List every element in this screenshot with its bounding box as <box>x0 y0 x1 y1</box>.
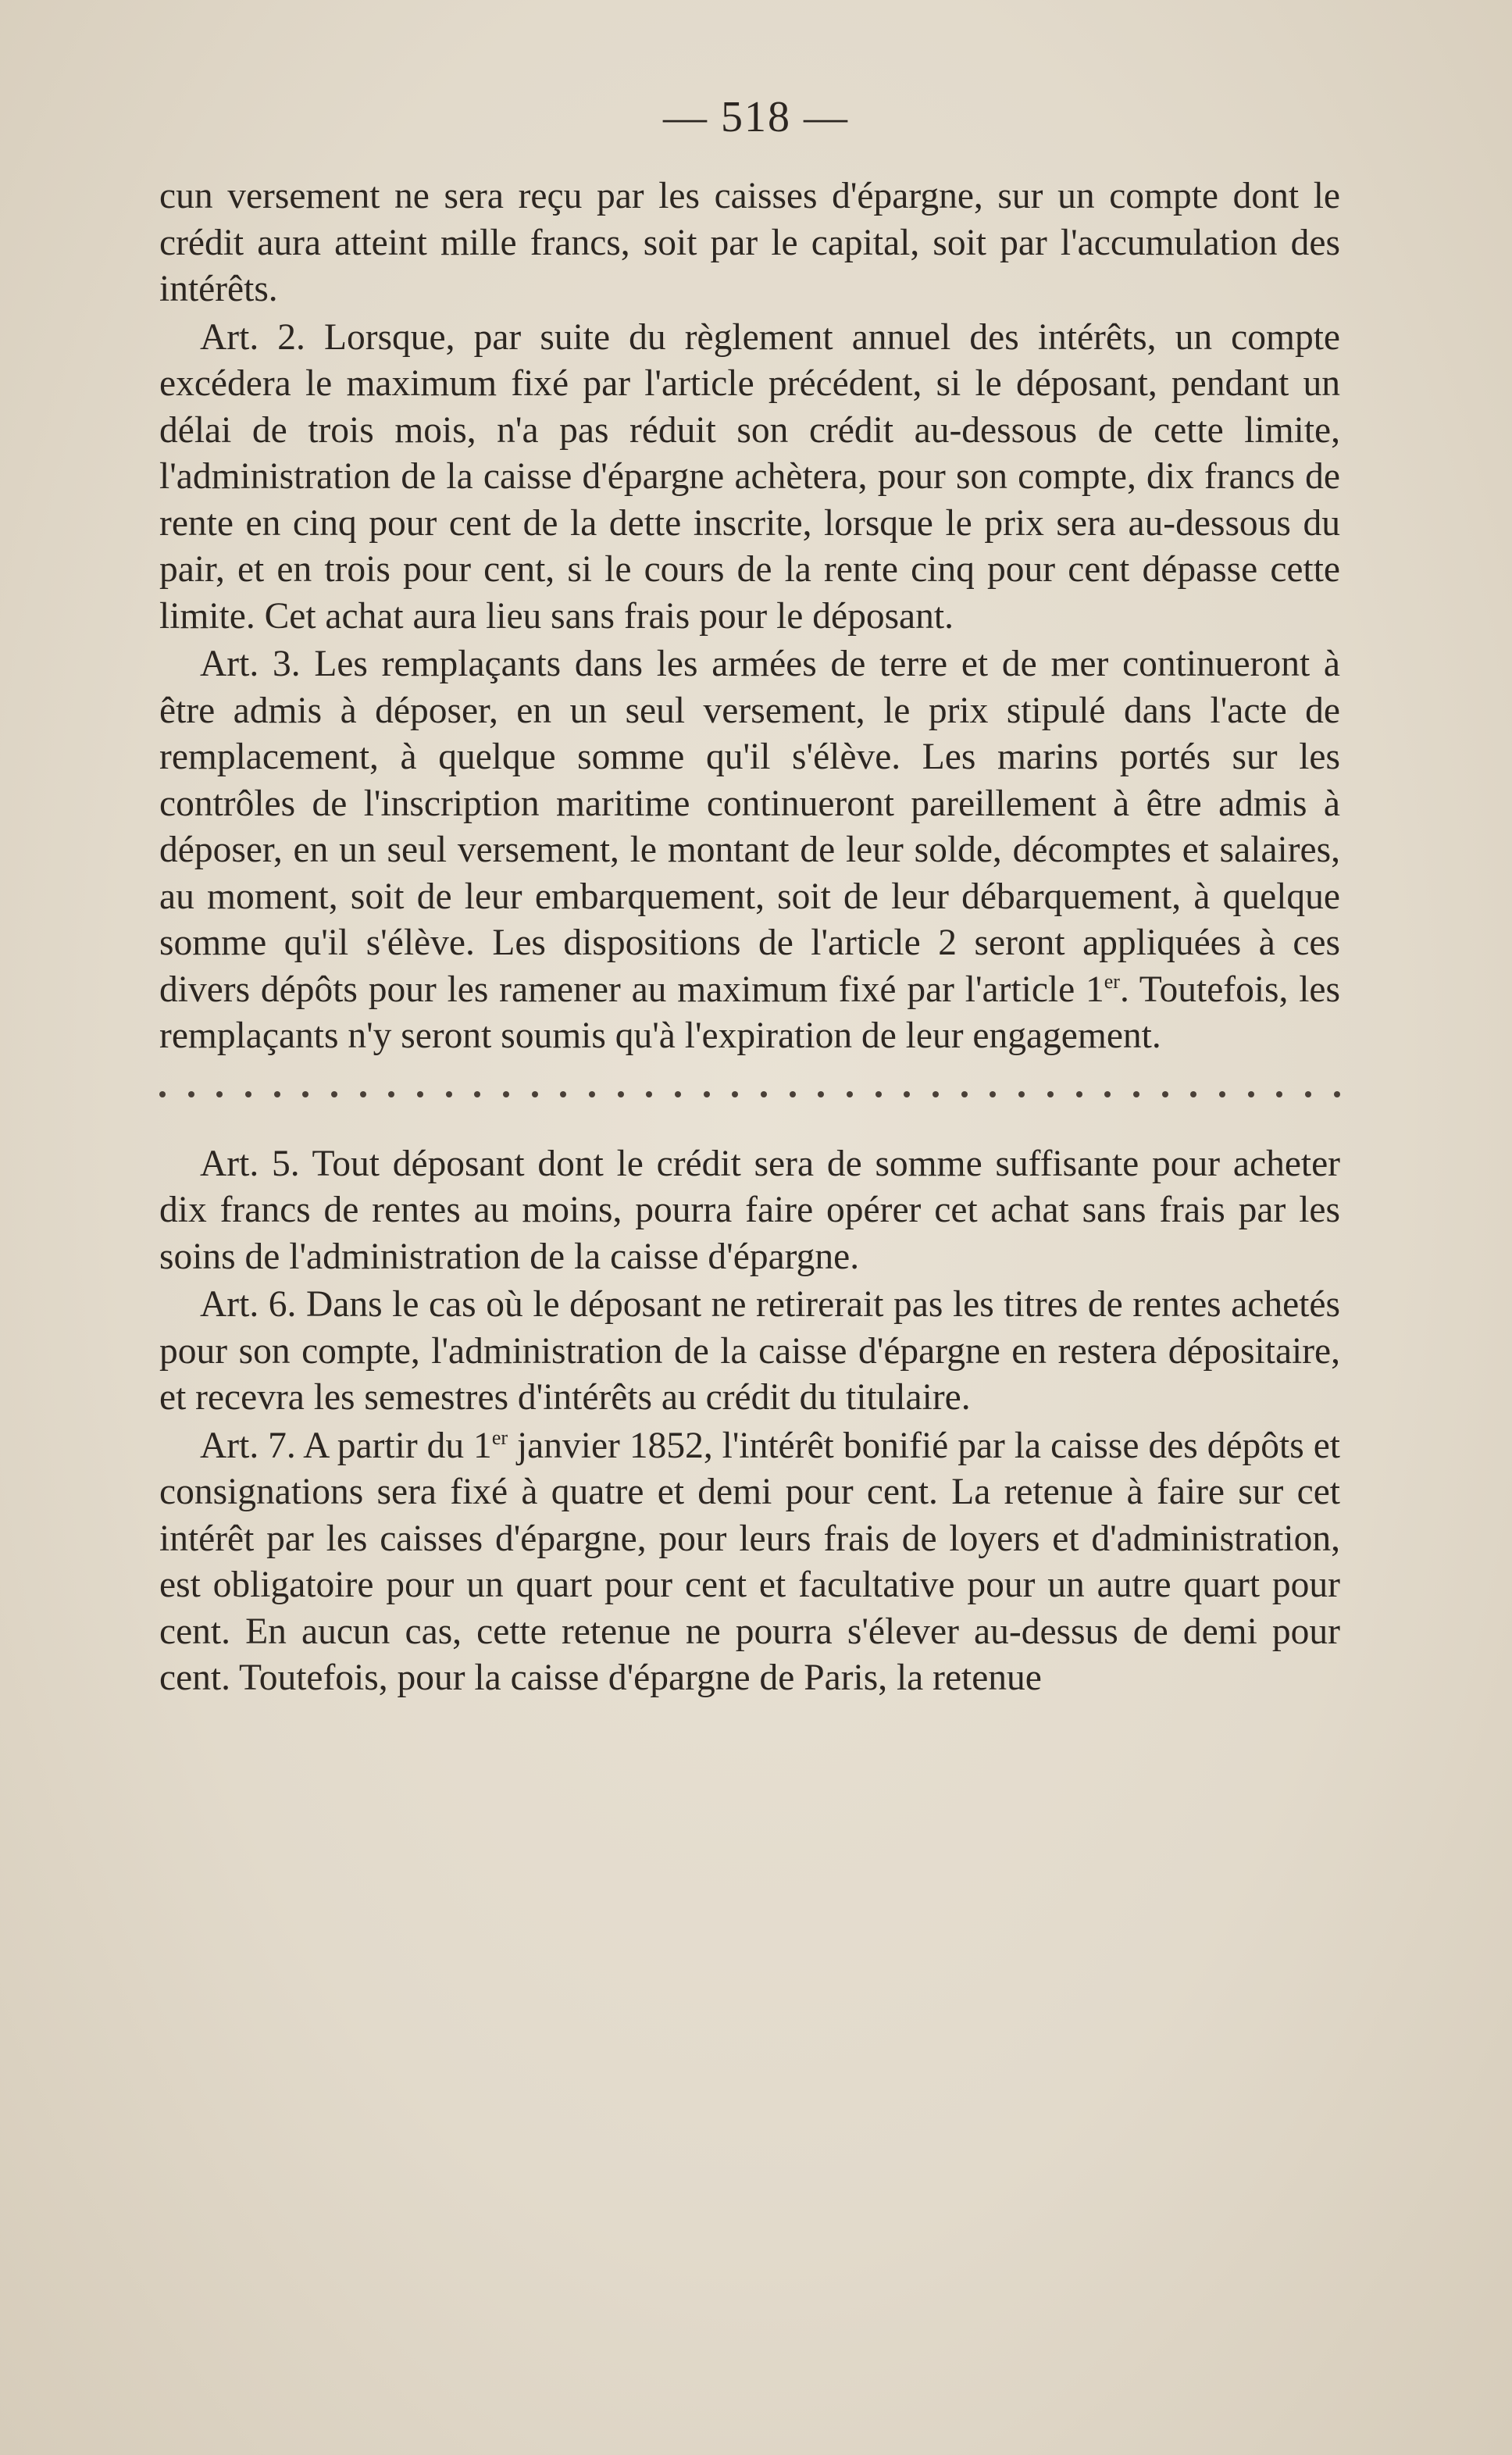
article-7-text-end: janvier 1852, l'intérêt bonifié par la caisse des dépôts et consignations sera fixé à quatre et demi pour cent. La retenue à faire sur cet intérêt par les caisses d'épargne, pour leurs frais de loyers et d'administration, est obligatoire pour un quart pour cent et facultative pour un autre quart pour cent. En aucun cas, cette retenue ne pourra s'élever au-dessus de demi pour cent. Toutefois, pour la caisse d'épargne de Paris, la retenue <box>159 1425 1340 1698</box>
separator-dot <box>188 1091 194 1097</box>
separator-dot <box>961 1091 968 1097</box>
paragraph-article-7 <box>159 1423 1340 1702</box>
separator-dot <box>1334 1091 1340 1097</box>
paragraph-article-3 <box>159 641 1340 1060</box>
separator-dot <box>216 1091 223 1097</box>
separator-dot <box>818 1091 824 1097</box>
separator-dot <box>875 1091 882 1097</box>
separator-dot <box>761 1091 767 1097</box>
separator-dot <box>790 1091 796 1097</box>
paragraph-continuation: cun versement ne sera reçu par les caisses d'épargne, sur un compte dont le crédit aura atteint mille francs, soit par le capital, soit par l'accumulation des intérêts. <box>159 176 1340 309</box>
body-text <box>159 173 1340 1702</box>
separator-dot <box>446 1091 452 1097</box>
separator-dot <box>1133 1091 1139 1097</box>
separator-dot <box>560 1091 566 1097</box>
separator-dot <box>360 1091 366 1097</box>
separator-dot <box>1076 1091 1082 1097</box>
separator-dot <box>1104 1091 1111 1097</box>
article-3-text: Art. 3. Les remplaçants dans les armées de terre et de mer continueront à être admis à déposer, en un seul versement, le prix stipulé dans l'acte de remplacement, à quelque somme qu'il s'élève. Les marins portés sur les contrôles de l'inscription maritime continueront pareillement à être admis à déposer, en un seul versement, le montant de leur solde, décomptes et salaires, au moment, soit de leur embarquement, soit de leur débarquement, à quelque somme qu'il s'élève. Les dispositions de l'article 2 seront appliquées à ces divers dépôts pour les ramener au maximum fixé par l'article 1 <box>159 644 1340 1010</box>
separator-dot <box>388 1091 394 1097</box>
superscript-er: er <box>491 1426 508 1449</box>
separator-dot <box>732 1091 738 1097</box>
separator-dot <box>474 1091 480 1097</box>
article-3-text-end: . Toutefois, les remplaçants n'y seront soumis qu'à l'expiration de leur engagement. <box>159 969 1340 1056</box>
article-7-text: Art. 7. A partir du 1 <box>200 1425 492 1466</box>
separator-dot <box>618 1091 624 1097</box>
separator-dot <box>646 1091 652 1097</box>
separator-dot <box>274 1091 280 1097</box>
separator-dot <box>302 1091 308 1097</box>
separator-dot <box>159 1091 166 1097</box>
separator-dot <box>589 1091 595 1097</box>
separator-dot <box>704 1091 710 1097</box>
paragraph-article-5: Art. 5. Tout déposant dont le crédit sera de somme suffisante pour acheter dix francs de rentes au moins, pourra faire opérer cet achat sans frais par les soins de l'administration de la caisse d'épargne. <box>159 1143 1340 1277</box>
separator-dot <box>1305 1091 1311 1097</box>
dotted-separator <box>159 1071 1340 1118</box>
separator-dot <box>503 1091 509 1097</box>
separator-dot <box>331 1091 337 1097</box>
paragraph-article-6: Art. 6. Dans le cas où le déposant ne retirerait pas les titres de rentes achetés pour son compte, l'administration de la caisse d'épargne en restera dépositaire, et recevra les semestres d'intérêts au crédit du titulaire. <box>159 1284 1340 1418</box>
separator-dot <box>1018 1091 1025 1097</box>
separator-dot <box>904 1091 910 1097</box>
separator-dot <box>675 1091 681 1097</box>
separator-dot <box>1248 1091 1254 1097</box>
separator-dot <box>1047 1091 1054 1097</box>
separator-dot <box>990 1091 996 1097</box>
superscript-er: er <box>1104 969 1120 993</box>
separator-dot <box>1190 1091 1196 1097</box>
separator-dot <box>933 1091 939 1097</box>
paragraph-article-2: Art. 2. Lorsque, par suite du règlement annuel des intérêts, un compte excédera le maximum fixé par l'article précédent, si le déposant, pendant un délai de trois mois, n'a pas réduit son crédit au-dessous de cette limite, l'administration de la caisse d'épargne achètera, pour son compte, dix francs de rente en cinq pour cent de la dette inscrite, lorsque le prix sera au-dessous du pair, et en trois pour cent, si le cours de la rente cinq pour cent dépasse cette limite. Cet achat aura lieu sans frais pour le déposant. <box>159 316 1340 637</box>
separator-dot <box>245 1091 251 1097</box>
separator-dot <box>847 1091 853 1097</box>
separator-dot <box>417 1091 423 1097</box>
page-number: — 518 — <box>663 93 849 141</box>
separator-dot <box>1162 1091 1168 1097</box>
separator-dot <box>1276 1091 1282 1097</box>
separator-dot <box>532 1091 538 1097</box>
separator-dot <box>1219 1091 1225 1097</box>
